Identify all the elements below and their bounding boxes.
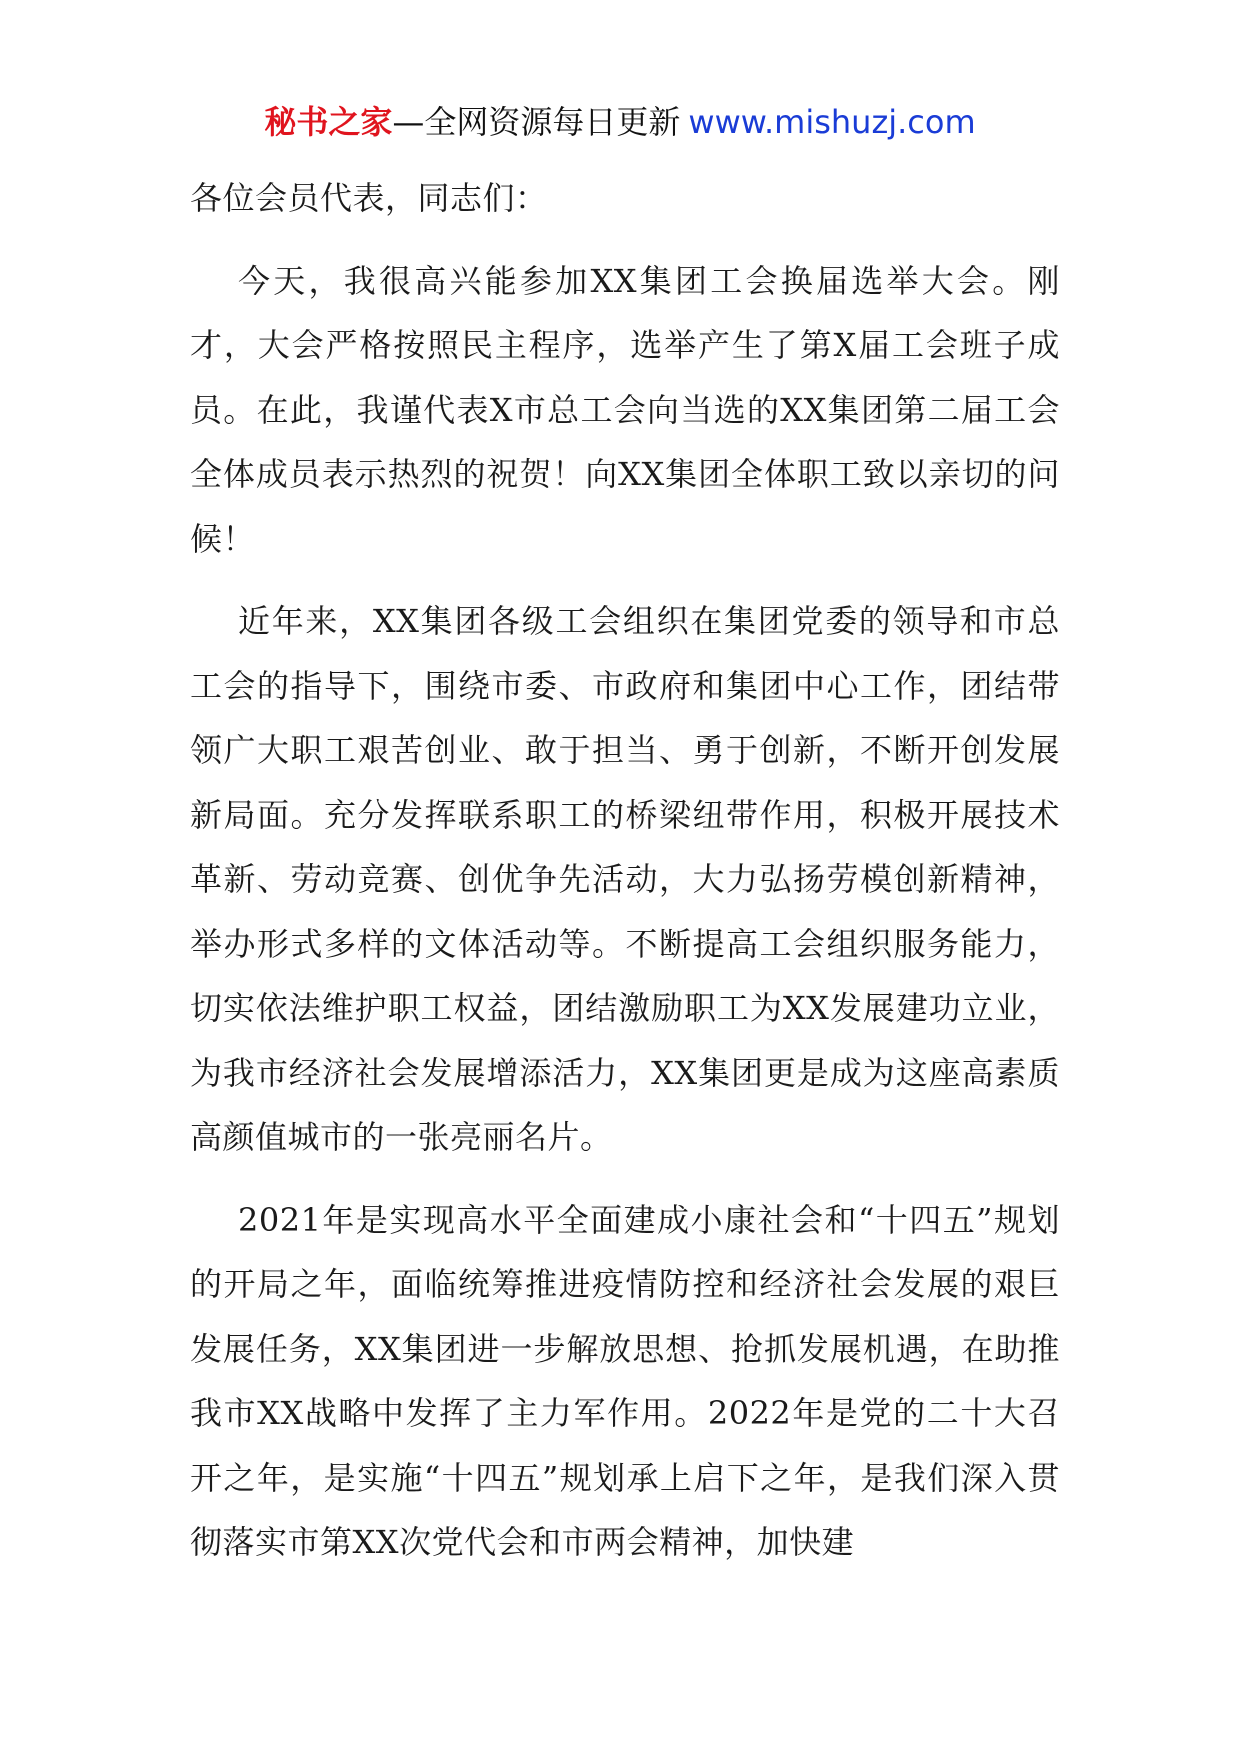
paragraph-3: 2021年是实现高水平全面建成小康社会和“十四五”规划的开局之年，面临统筹推进疫情防控和经济社会发展的艰巨发展任务，XX集团进一步解放思想、抢抓发展机遇，在助推我市XX战略中发挥了主力军作用。2022年是党的二十大召开之年，是实施“十四五”规划承上启下之年，是我们深入贯彻落实市第XX次党代会和市两会精神，加快建 <box>190 1200 1060 1561</box>
site-header <box>0 100 1240 144</box>
header-tagline: —全网资源每日更新 <box>392 103 681 141</box>
paragraph-2: 近年来，XX集团各级工会组织在集团党委的领导和市总工会的指导下，围绕市委、市政府和集团中心工作，团结带领广大职工艰苦创业、敢于担当、勇于创新，不断开创发展新局面。充分发挥联系职工的桥梁纽带作用，积极开展技术革新、劳动竞赛、创优争先活动，大力弘扬劳模创新精神，举办形式多样的文体活动等。不断提高工会组织服务能力，切实依法维护职工权益，团结激励职工为XX发展建功立业，为我市经济社会发展增添活力，XX集团更是成为这座高素质高颜值城市的一张亮丽名片。 <box>190 602 1060 1156</box>
paragraph-1: 今天，我很高兴能参加XX集团工会换届选举大会。刚才，大会严格按照民主程序，选举产生了第X届工会班子成员。在此，我谨代表X市总工会向当选的XX集团第二届工会全体成员表示热烈的祝贺！向XX集团全体职工致以亲切的问候！ <box>190 261 1060 558</box>
document-body <box>190 166 1060 1593</box>
site-url-link[interactable]: www.mishuzj.com <box>688 103 976 141</box>
brand-name: 秘书之家 <box>264 103 393 141</box>
salutation: 各位会员代表，同志们： <box>190 179 548 217</box>
